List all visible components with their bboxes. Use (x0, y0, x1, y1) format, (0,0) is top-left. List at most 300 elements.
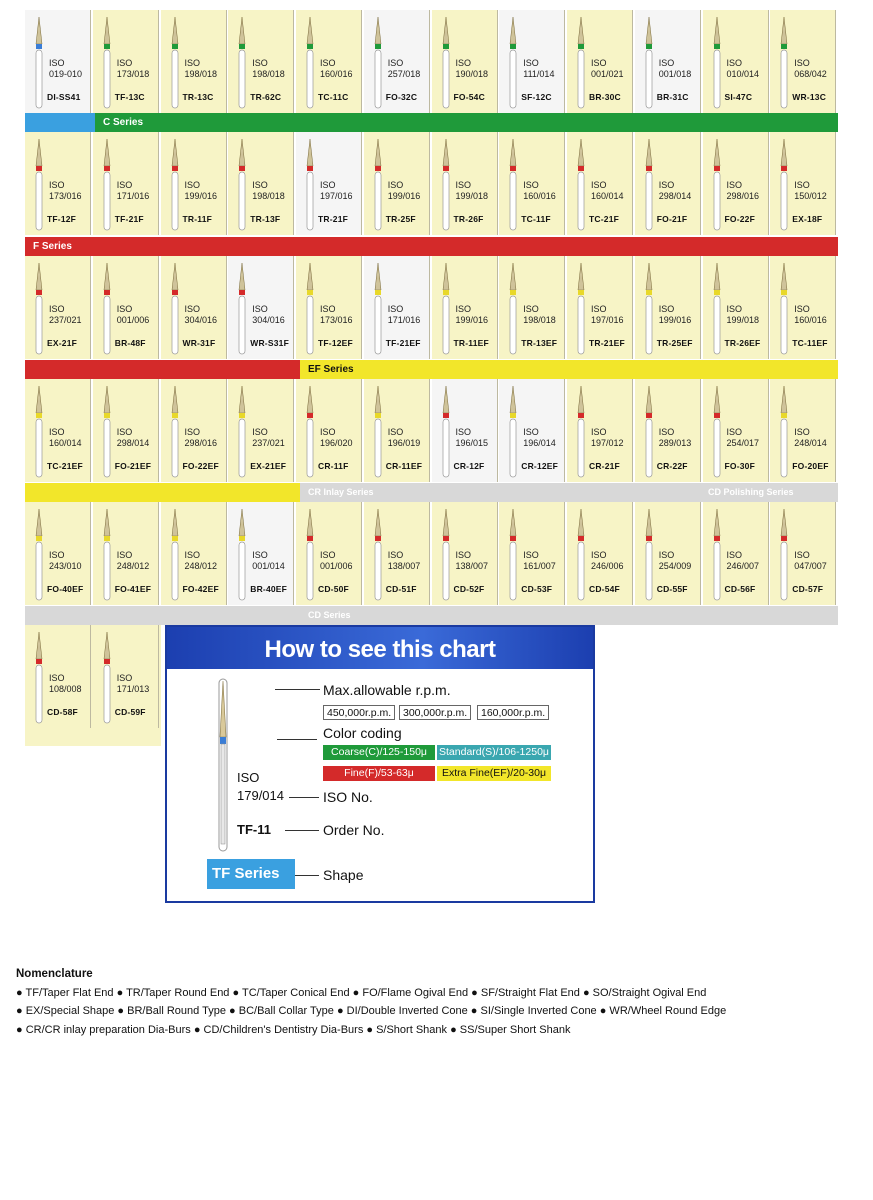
bur-tile (228, 256, 294, 359)
iso-label (591, 550, 624, 572)
arrow-color (277, 739, 317, 740)
order-code: CR-11EF (385, 461, 423, 471)
order-code: CD-56F (724, 584, 756, 594)
iso-number: 246/006 (591, 561, 624, 571)
iso-prefix: ISO (49, 304, 65, 314)
f-series-band: F Series (25, 237, 838, 256)
iso-prefix: ISO (658, 304, 675, 314)
iso-label (727, 58, 760, 80)
cd-polishing-band: CD Polishing Series (700, 483, 838, 502)
bur-tile (770, 256, 836, 359)
iso-prefix: ISO (252, 427, 268, 437)
band-yellow-left (25, 483, 300, 502)
iso-prefix: ISO (320, 180, 336, 190)
order-code: FO-54C (453, 92, 485, 102)
iso-label (456, 427, 489, 449)
iso-prefix: ISO (116, 58, 133, 68)
arrow-shape (295, 875, 319, 876)
order-code: TR-25F (385, 214, 416, 224)
bur-icon (99, 14, 115, 110)
iso-number: 173/016 (49, 191, 82, 201)
iso-prefix: ISO (455, 304, 472, 314)
bur-icon (99, 629, 115, 725)
order-code: FO-20EF (792, 461, 829, 471)
order-code: WR-31F (182, 338, 216, 348)
bur-tile (770, 132, 836, 235)
order-code: TR-25EF (656, 338, 693, 348)
iso-number: 010/014 (726, 69, 760, 79)
bur-tile (161, 132, 227, 235)
rpm-300000: 300,000r.p.m. (399, 705, 471, 720)
iso-number: 196/020 (320, 438, 353, 448)
sample-iso-number: 179/014 (237, 788, 284, 803)
iso-prefix: ISO (49, 58, 65, 68)
order-code: FO-21EF (114, 461, 152, 471)
bur-icon (505, 383, 521, 479)
iso-label (117, 180, 150, 202)
iso-number: 111/014 (523, 69, 555, 79)
bur-icon (99, 383, 115, 479)
nomenclature-title: Nomenclature (16, 968, 93, 980)
order-code: CD-58F (47, 707, 78, 717)
bur-tile (567, 502, 633, 605)
iso-label (185, 550, 218, 572)
arrow-iso (289, 797, 319, 798)
band-left-blue (25, 113, 95, 132)
bur-tile (161, 256, 227, 359)
order-code: TR-21F (318, 214, 349, 224)
shape-label: Shape (323, 867, 364, 883)
iso-number: 197/016 (320, 191, 353, 201)
iso-prefix: ISO (116, 304, 133, 314)
iso-number: 001/014 (252, 561, 285, 571)
bur-icon (505, 506, 521, 602)
bur-icon (31, 383, 47, 479)
iso-number: 199/016 (387, 191, 421, 201)
iso-label (591, 180, 624, 202)
bur-tile (93, 256, 159, 359)
order-code: CR-21F (589, 461, 620, 471)
order-code: CD-59F (114, 707, 146, 717)
bur-icon (709, 506, 725, 602)
iso-number: 171/016 (387, 315, 421, 325)
bur-tile (635, 379, 701, 482)
bur-icon (573, 136, 589, 232)
rpm-450000: 450,000r.p.m. (323, 705, 395, 720)
iso-label (456, 304, 489, 326)
arrow-order (285, 830, 319, 831)
bur-icon (776, 383, 792, 479)
bur-icon (641, 14, 657, 110)
iso-label (185, 427, 218, 449)
order-code: TF-12F (47, 214, 77, 224)
bur-icon (709, 136, 725, 232)
order-code: CD-51F (385, 584, 417, 594)
iso-prefix: ISO (591, 58, 607, 68)
iso-prefix: ISO (455, 427, 472, 437)
bur-icon (709, 383, 725, 479)
bur-tile (161, 379, 227, 482)
bur-tile (567, 10, 633, 113)
iso-number: 248/014 (794, 438, 827, 448)
iso-no-label: ISO No. (323, 789, 373, 805)
bur-tile (432, 379, 498, 482)
bur-icon (709, 14, 725, 110)
iso-prefix: ISO (116, 427, 133, 437)
order-code: EX-21F (47, 338, 78, 348)
bur-icon (573, 383, 589, 479)
bur-tile (499, 10, 565, 113)
bur-tile (703, 10, 769, 113)
bur-icon (234, 383, 250, 479)
iso-number: 248/012 (184, 561, 218, 571)
bur-icon (438, 260, 454, 356)
order-code: BR-30C (589, 92, 621, 102)
order-code: FO-21F (656, 214, 688, 224)
order-code: FO-32C (385, 92, 418, 102)
iso-prefix: ISO (184, 180, 201, 190)
order-code: TF-13C (114, 92, 145, 102)
iso-number: 197/016 (591, 315, 624, 325)
bur-icon (302, 14, 318, 110)
bur-icon (776, 506, 792, 602)
iso-prefix: ISO (726, 550, 743, 560)
iso-prefix: ISO (252, 58, 268, 68)
iso-label (456, 550, 489, 572)
bur-icon (370, 260, 386, 356)
bur-icon (234, 14, 250, 110)
bur-tile (161, 10, 227, 113)
order-code: TR-13F (250, 214, 281, 224)
iso-number: 198/018 (184, 69, 218, 79)
iso-prefix: ISO (658, 180, 675, 190)
iso-prefix: ISO (658, 58, 675, 68)
iso-number: 198/018 (252, 191, 285, 201)
bur-tile (432, 256, 498, 359)
iso-label (456, 58, 489, 80)
iso-number: 304/016 (252, 315, 285, 325)
iso-number: 160/016 (320, 69, 353, 79)
iso-label (794, 304, 827, 326)
order-code: TC-11C (318, 92, 349, 102)
iso-number: 160/014 (591, 191, 624, 201)
order-code: TR-26EF (724, 338, 761, 348)
iso-label (49, 304, 82, 326)
iso-prefix: ISO (591, 550, 607, 560)
iso-number: 298/014 (658, 191, 692, 201)
bur-tile (228, 10, 294, 113)
order-code: TF-21F (114, 214, 144, 224)
bur-tile (635, 256, 701, 359)
iso-label (523, 427, 556, 449)
bur-icon (31, 629, 47, 725)
iso-label (320, 58, 353, 80)
order-code: EX-21EF (250, 461, 287, 471)
iso-label (49, 180, 82, 202)
bur-icon (302, 260, 318, 356)
iso-label (523, 304, 556, 326)
iso-prefix: ISO (726, 304, 743, 314)
bur-tile (567, 132, 633, 235)
coarse-code: Coarse(C)/125-150μ (323, 745, 435, 760)
bur-tile (296, 132, 362, 235)
order-code: FO-41EF (114, 584, 152, 594)
iso-prefix: ISO (523, 304, 539, 314)
bur-icon (167, 506, 183, 602)
iso-label (252, 304, 285, 326)
order-code: SF-12C (521, 92, 552, 102)
bur-icon (370, 506, 386, 602)
iso-label (252, 180, 285, 202)
bur-icon (776, 260, 792, 356)
iso-label (659, 550, 692, 572)
iso-label (117, 304, 150, 326)
bur-icon (302, 136, 318, 232)
bur-icon (234, 136, 250, 232)
bur-icon (776, 136, 792, 232)
bur-tile (364, 132, 430, 235)
iso-number: 248/012 (116, 561, 150, 571)
iso-prefix: ISO (658, 550, 675, 560)
iso-label (727, 550, 760, 572)
color-coding-label: Color coding (323, 725, 402, 741)
iso-label (388, 427, 421, 449)
nomenclature-line: ● CR/CR inlay preparation Dia-Burs ● CD/Children's Dentistry Dia-Burs ● S/Short Shank ● SS/Super Short Shank (16, 1023, 571, 1036)
iso-prefix: ISO (726, 180, 743, 190)
iso-prefix: ISO (184, 58, 201, 68)
iso-label (117, 58, 150, 80)
order-code: FO-42EF (182, 584, 219, 594)
iso-number: 196/014 (523, 438, 556, 448)
iso-prefix: ISO (455, 58, 472, 68)
iso-label (591, 304, 624, 326)
order-code: TR-13EF (521, 338, 558, 348)
order-code: CR-12EF (521, 461, 559, 471)
bur-icon (505, 14, 521, 110)
order-code: FO-30F (724, 461, 755, 471)
iso-number: 001/021 (591, 69, 624, 79)
bur-icon (505, 260, 521, 356)
iso-prefix: ISO (794, 550, 810, 560)
iso-prefix: ISO (455, 180, 472, 190)
bur-tile (364, 256, 430, 359)
iso-number: 304/016 (184, 315, 218, 325)
iso-number: 237/021 (252, 438, 285, 448)
bur-icon (505, 136, 521, 232)
bur-tile (364, 379, 430, 482)
iso-prefix: ISO (116, 550, 133, 560)
iso-label (727, 180, 760, 202)
iso-number: 198/018 (252, 69, 285, 79)
iso-number: 171/013 (116, 684, 150, 694)
order-code: CD-50F (318, 584, 349, 594)
band-red-left (25, 360, 300, 379)
bur-tile (770, 10, 836, 113)
iso-number: 047/007 (794, 561, 827, 571)
iso-number: 068/042 (794, 69, 827, 79)
order-code: CD-57F (792, 584, 824, 594)
bur-tile (25, 256, 91, 359)
bur-icon (99, 136, 115, 232)
bur-icon (31, 506, 47, 602)
iso-label (794, 180, 827, 202)
bur-tile (770, 379, 836, 482)
order-code: TR-26F (453, 214, 484, 224)
iso-prefix: ISO (49, 673, 65, 683)
iso-label (49, 427, 82, 449)
bur-icon (302, 506, 318, 602)
arrow-rpm (275, 689, 320, 690)
iso-number: 298/016 (726, 191, 760, 201)
bur-tile (93, 502, 159, 605)
guide-title: How to see this chart (167, 627, 593, 669)
sample-series-label: TF Series (212, 865, 280, 882)
iso-number: 289/013 (658, 438, 692, 448)
order-code: CD-53F (521, 584, 553, 594)
bur-icon (31, 136, 47, 232)
bur-icon (641, 506, 657, 602)
bur-icon (709, 260, 725, 356)
iso-prefix: ISO (49, 180, 65, 190)
iso-label (591, 427, 624, 449)
iso-label (117, 427, 150, 449)
bur-tile (93, 379, 159, 482)
bur-icon (438, 383, 454, 479)
bur-tile (567, 256, 633, 359)
c-series-band: C Series (95, 113, 838, 132)
iso-number: 198/018 (523, 315, 556, 325)
bur-tile (93, 625, 159, 728)
sample-bur-icon (213, 677, 233, 857)
order-code: BR-48F (114, 338, 146, 348)
iso-number: 150/012 (794, 191, 827, 201)
bur-icon (641, 383, 657, 479)
iso-number: 254/017 (726, 438, 760, 448)
cd-series-band: CD Series (300, 606, 838, 625)
order-code: TC-11F (521, 214, 551, 224)
bur-tile (25, 379, 91, 482)
iso-number: 160/016 (794, 315, 827, 325)
iso-label (320, 427, 353, 449)
order-no-label: Order No. (323, 822, 385, 838)
iso-number: 199/016 (184, 191, 218, 201)
iso-number: 160/014 (49, 438, 82, 448)
iso-label (320, 550, 353, 572)
order-code: CR-22F (656, 461, 688, 471)
iso-prefix: ISO (320, 550, 336, 560)
iso-label (591, 58, 624, 80)
order-code: CD-54F (589, 584, 620, 594)
iso-label (185, 304, 218, 326)
iso-prefix: ISO (387, 58, 404, 68)
order-code: TF-21EF (385, 338, 421, 348)
iso-label (320, 304, 353, 326)
iso-number: 199/018 (455, 191, 489, 201)
iso-prefix: ISO (252, 304, 268, 314)
iso-label (388, 550, 421, 572)
bur-tile (228, 502, 294, 605)
iso-prefix: ISO (116, 180, 133, 190)
bur-icon (438, 136, 454, 232)
bur-tile (364, 10, 430, 113)
iso-prefix: ISO (726, 58, 743, 68)
bur-tile (25, 502, 91, 605)
iso-number: 001/006 (320, 561, 353, 571)
iso-label (388, 58, 421, 80)
iso-prefix: ISO (184, 550, 201, 560)
nomenclature (16, 965, 866, 1039)
iso-prefix: ISO (116, 673, 133, 683)
nomenclature-line: ● TF/Taper Flat End ● TR/Taper Round End ● TC/Taper Conical End ● FO/Flame Ogival End ● SF/Straight Flat End ● SO/Straight Ogival End (16, 986, 707, 999)
iso-prefix: ISO (455, 550, 472, 560)
order-code: EX-18F (792, 214, 823, 224)
bur-tile (703, 379, 769, 482)
bur-tile (703, 502, 769, 605)
how-to-see-chart (165, 625, 595, 903)
iso-prefix: ISO (387, 180, 404, 190)
iso-number: 254/009 (658, 561, 692, 571)
iso-label (117, 673, 150, 695)
bur-tile (432, 10, 498, 113)
iso-number: 108/008 (49, 684, 82, 694)
bur-icon (99, 506, 115, 602)
iso-number: 243/010 (49, 561, 82, 571)
max-rpm-label: Max.allowable r.p.m. (323, 682, 451, 698)
iso-number: 197/012 (591, 438, 624, 448)
iso-number: 199/018 (726, 315, 760, 325)
ef-series-band: EF Series (300, 360, 838, 379)
order-code: FO-40EF (47, 584, 84, 594)
order-code: FO-22F (724, 214, 755, 224)
iso-label (727, 427, 760, 449)
order-code: TR-11F (182, 214, 213, 224)
iso-label (727, 304, 760, 326)
bur-icon (31, 260, 47, 356)
iso-prefix: ISO (184, 304, 201, 314)
iso-number: 246/007 (726, 561, 760, 571)
iso-prefix: ISO (794, 58, 810, 68)
bur-icon (438, 506, 454, 602)
iso-prefix: ISO (320, 427, 336, 437)
bur-icon (573, 14, 589, 110)
iso-number: 001/006 (116, 315, 150, 325)
order-code: TR-13C (182, 92, 214, 102)
bur-tile (499, 256, 565, 359)
order-code: TC-21EF (47, 461, 83, 471)
bur-tile (296, 256, 362, 359)
iso-prefix: ISO (591, 180, 607, 190)
order-code: BR-31C (656, 92, 689, 102)
order-code: TF-12EF (318, 338, 353, 348)
iso-prefix: ISO (320, 58, 336, 68)
iso-prefix: ISO (252, 180, 268, 190)
iso-label (794, 58, 827, 80)
sample-iso-label: ISO (237, 770, 260, 785)
bur-icon (234, 506, 250, 602)
iso-number: 161/007 (523, 561, 556, 571)
iso-label (49, 58, 82, 80)
iso-number: 199/016 (658, 315, 692, 325)
nomenclature-line: ● EX/Special Shape ● BR/Ball Round Type ● BC/Ball Collar Type ● DI/Double Inverted Cone ● SI/Single Inverted Cone ● WR/Wheel Round Edge (16, 1005, 727, 1017)
bur-tile (499, 502, 565, 605)
iso-label (794, 550, 827, 572)
iso-prefix: ISO (591, 304, 607, 314)
order-code: TR-11EF (453, 338, 489, 348)
bur-icon (167, 136, 183, 232)
order-code: SI-47C (724, 92, 753, 102)
order-code: WR-S31F (250, 338, 289, 348)
iso-prefix: ISO (726, 427, 743, 437)
